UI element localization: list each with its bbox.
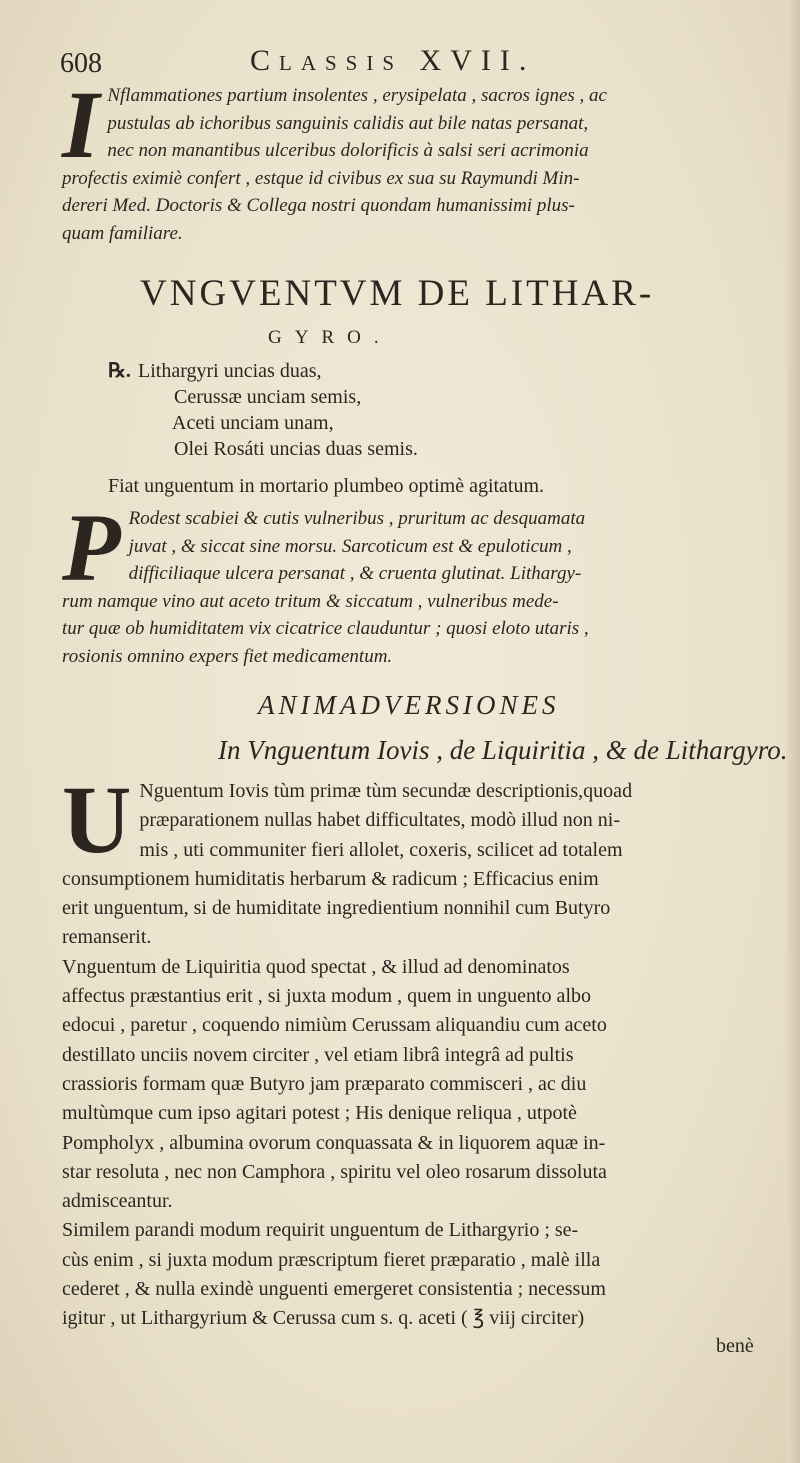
section-title-continued: GYRO. xyxy=(268,327,392,348)
body-line: remanserit. xyxy=(62,926,152,949)
animadversiones-subtitle: In Vnguentum Iovis , de Liquiritia , & de Lithargyro. xyxy=(218,735,788,765)
body-line: cùs enim , si juxta modum præscriptum fieret præparatio , malè illa xyxy=(62,1248,601,1271)
virtues-line: rum namque vino aut aceto tritum & siccatum , vulneribus mede- xyxy=(62,590,559,612)
intro-line: dereri Med. Doctoris & Collega nostri quondam humanissimi plus- xyxy=(62,195,575,216)
body-line: consumptionem humiditatis herbarum & radicum ; Efficacius enim xyxy=(62,867,599,890)
body-line: Vnguentum de Liquiritia quod spectat , & illud ad denominatos xyxy=(62,955,570,978)
virtues-line: juvat , & siccat sine morsu. Sarcoticum est & epuloticum , xyxy=(128,535,572,557)
recipe-item: Olei Rosáti uncias duas semis. xyxy=(174,438,418,460)
recipe-item: Lithargyri uncias duas, xyxy=(138,360,322,382)
virtues-line: Rodest scabiei & cutis vulneribus , pruritum ac desquamata xyxy=(128,508,586,529)
catchword: benè xyxy=(716,1335,754,1357)
intro-line: pustulas ab ichoribus sanguinis calidis aut bile natas persanat, xyxy=(107,112,589,134)
recipe-list xyxy=(108,358,418,462)
body-line: Nguentum Iovis tùm primæ tùm secundæ descriptionis,quoad xyxy=(139,780,633,802)
intro-line: quam familiare. xyxy=(62,222,183,244)
virtues-line: rosionis omnino expers fiet medicamentum. xyxy=(62,645,393,667)
intro-dropcap: I xyxy=(62,71,100,178)
body-line: edocui , paretur , coquendo nimiùm Cerussam aliquandiu cum aceto xyxy=(62,1014,607,1037)
body-line: destillato unciis novem circiter , vel etiam librâ integrâ ad pultis xyxy=(62,1043,574,1066)
recipe-symbol: ℞. xyxy=(108,360,131,382)
body-line: crassioris formam quæ Butyro jam præparato commisceri , ac diu xyxy=(62,1072,587,1095)
body-line: igitur , ut Lithargyrium & Cerussa cum s. q. aceti ( ℥ viij circiter) xyxy=(62,1307,585,1330)
intro-line: Nflammationes partium insolentes , erysipelata , sacros ignes , ac xyxy=(107,85,607,106)
animadversiones-body xyxy=(62,766,774,1334)
animadversiones-title: ANIMADVERSIONES xyxy=(258,690,560,720)
intro-paragraph xyxy=(62,71,774,247)
virtues-paragraph xyxy=(62,494,774,670)
body-line: affectus præstantius erit , si juxta modum , quem in unguento albo xyxy=(62,985,591,1008)
recipe-instruction: Fiat unguentum in mortario plumbeo optimè agitatum. xyxy=(108,475,545,497)
section-title: VNGVENTVM DE LITHAR- xyxy=(140,273,655,314)
body-line: præparationem nullas habet difficultates, modò illud non ni- xyxy=(139,809,620,832)
page-header xyxy=(60,42,760,82)
intro-line: profectis eximiè confert , estque id civibus ex sua su Raymundi Min- xyxy=(62,167,580,189)
intro-line: nec non manantibus ulceribus dolorificis à salsi seri acrimonia xyxy=(107,140,589,161)
body-line: cederet , & nulla exindè unguenti emergeret consistentia ; necessum xyxy=(62,1278,606,1301)
virtues-dropcap: P xyxy=(62,494,121,601)
body-line: multùmque cum ipso agitari potest ; His denique reliqua , utpotè xyxy=(62,1102,577,1125)
body-line: erit unguentum, si de humiditate ingredientium nonnihil cum Butyro xyxy=(62,897,611,920)
virtues-line: tur quæ ob humiditatem vix cicatrice clauduntur ; quosi eloto utaris , xyxy=(62,618,589,639)
body-line: Pompholyx , albumina ovorum conquassata & in liquorem aquæ in- xyxy=(62,1131,606,1154)
page-edge-shadow xyxy=(786,0,800,1463)
animadversiones-dropcap: U xyxy=(62,766,132,873)
recipe-item: Aceti unciam unam, xyxy=(172,412,334,434)
body-line: mis , uti communiter fieri allolet, coxeris, scilicet ad totalem xyxy=(139,838,623,861)
body-line: Similem parandi modum requirit unguentum de Lithargyrio ; se- xyxy=(62,1219,579,1242)
recipe-item: Cerussæ unciam semis, xyxy=(174,386,362,408)
page-number: 608 xyxy=(60,48,102,79)
body-line: star resoluta , nec non Camphora , spiritu vel oleo rosarum dissoluta xyxy=(62,1160,607,1183)
body-line: admisceantur. xyxy=(62,1190,173,1213)
virtues-line: difficiliaque ulcera persanat , & cruenta glutinat. Lithargy- xyxy=(128,563,582,584)
running-head: Classis XVII. xyxy=(250,44,536,77)
